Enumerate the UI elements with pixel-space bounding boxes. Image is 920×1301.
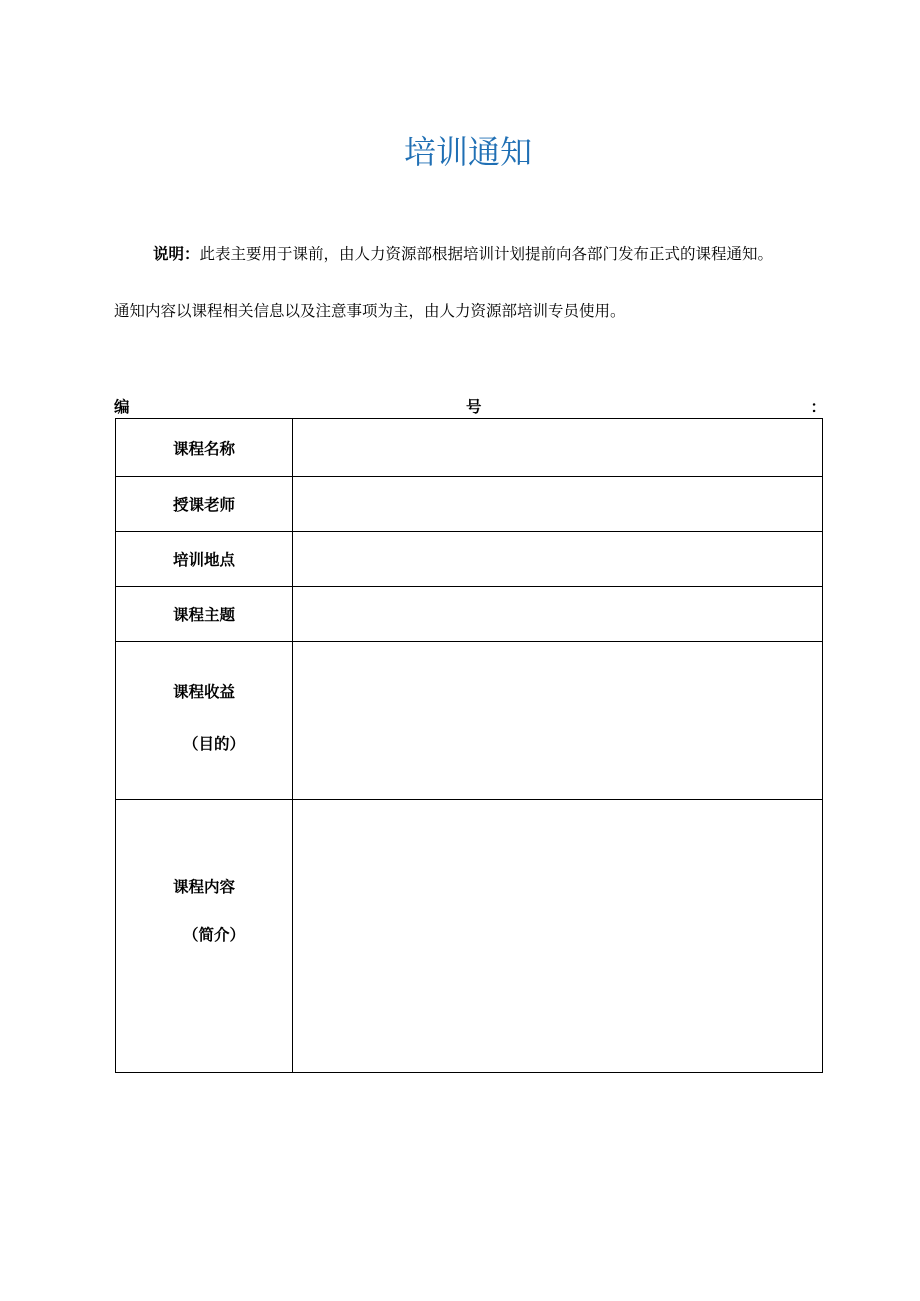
form-row-content bbox=[116, 800, 823, 1073]
serial-colon: ： bbox=[810, 398, 826, 416]
training-form-table bbox=[115, 418, 823, 1073]
form-row-location bbox=[116, 532, 823, 587]
form-value-instructor[interactable] bbox=[293, 477, 823, 532]
form-row-course-name bbox=[116, 419, 823, 477]
form-row-theme bbox=[116, 587, 823, 642]
form-label-benefits-main: 课程收益 bbox=[172, 682, 235, 701]
description-line-2: 通知内容以课程相关信息以及注意事项为主，由人力资源部培训专员使用。 bbox=[114, 302, 626, 320]
form-label-benefits bbox=[116, 642, 293, 800]
form-value-benefits[interactable] bbox=[293, 642, 823, 800]
form-value-location[interactable] bbox=[293, 532, 823, 587]
description-lead: 说明： bbox=[153, 245, 200, 263]
form-row-instructor bbox=[116, 477, 823, 532]
serial-number-label bbox=[114, 396, 826, 418]
form-label-course-name: 课程名称 bbox=[116, 419, 293, 477]
document-title: 培训通知 bbox=[403, 133, 532, 171]
form-label-content-sub: （简介） bbox=[182, 926, 245, 944]
serial-char-2: 号 bbox=[466, 398, 482, 416]
form-label-location: 培训地点 bbox=[116, 532, 293, 587]
form-label-instructor: 授课老师 bbox=[116, 477, 293, 532]
form-value-theme[interactable] bbox=[293, 587, 823, 642]
form-value-course-name[interactable] bbox=[293, 419, 823, 477]
form-label-benefits-sub: （目的） bbox=[182, 734, 245, 753]
form-label-content bbox=[116, 800, 293, 1073]
description bbox=[114, 238, 844, 327]
form-value-content[interactable] bbox=[293, 800, 823, 1073]
serial-char-1: 编 bbox=[114, 398, 130, 416]
description-line-1 bbox=[114, 238, 844, 270]
form-label-theme: 课程主题 bbox=[116, 587, 293, 642]
form-label-content-main: 课程内容 bbox=[172, 878, 235, 896]
form-row-benefits bbox=[116, 642, 823, 800]
description-line-1-text: 此表主要用于课前，由人力资源部根据培训计划提前向各部门发布正式的课程通知。 bbox=[199, 245, 774, 263]
